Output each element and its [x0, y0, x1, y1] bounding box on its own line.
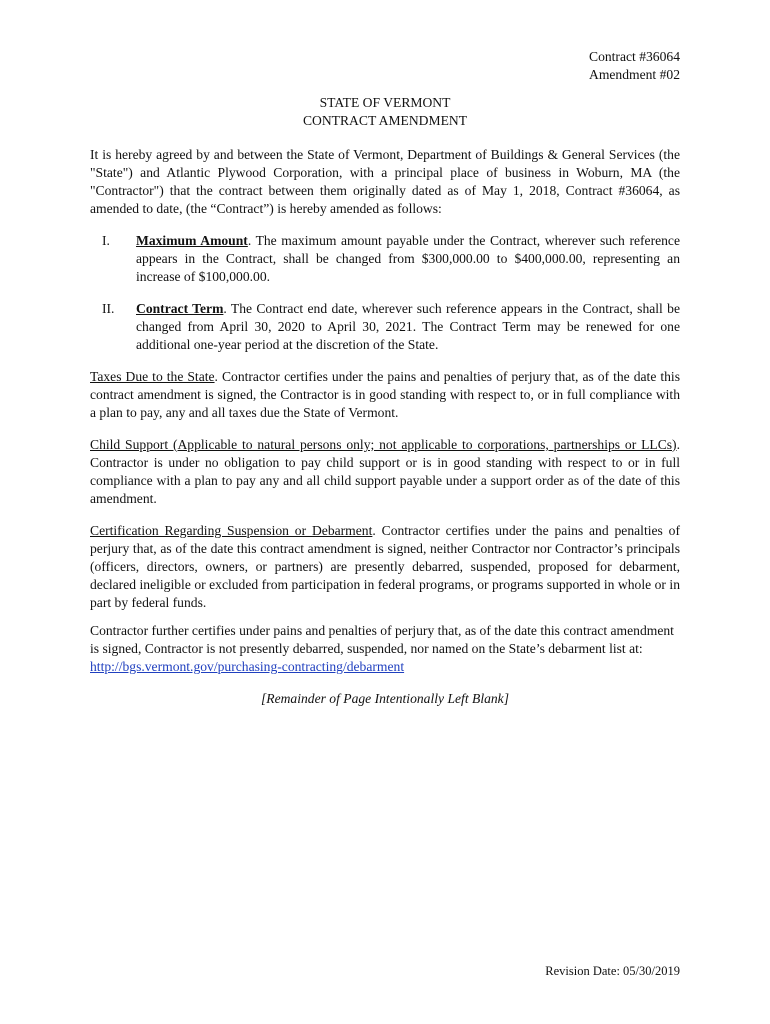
child-support-section	[90, 436, 680, 508]
item-text	[136, 300, 680, 354]
certification-text: . Contractor certifies under the pains and penalties of perjury that, as of the date this contract amendment is signed, neither Contractor nor Contractor’s principals (officers, directors, owners, or partners) are presently debarred, suspended, proposed for debarment, declared ineligible or excluded from participation in federal programs, or programs supported in whole or in part by federal funds.	[90, 523, 680, 610]
remainder-note: [Remainder of Page Intentionally Left Blank]	[260, 691, 510, 706]
item-heading: Contract Term	[136, 301, 224, 316]
amendment-item-1	[90, 232, 680, 286]
item-body: . The maximum amount payable under the Contract, wherever such reference appears in the Contract, shall be changed from $300,000.00 to $400,000.00, representing an increase of $100,000.00.	[136, 233, 680, 284]
item-text	[136, 232, 680, 286]
further-certification-section	[90, 622, 680, 676]
title-amendment: CONTRACT AMENDMENT	[302, 113, 467, 128]
taxes-section	[90, 368, 680, 422]
child-support-text: . Contractor is under no obligation to pay child support or is in good standing with respect to or in full compliance with a plan to pay any and all child support payable under a support order as of the date of this amendment.	[90, 437, 680, 506]
document-body	[90, 146, 680, 708]
intro-paragraph: It is hereby agreed by and between the State of Vermont, Department of Buildings & General Services (the "State") and Atlantic Plywood Corporation, with a principal place of business in Woburn, MA (the "Contractor") that the contract between them originally dated as of May 1, 2018, Contract #36064, as amended to date, (the “Contract”) is hereby amended as follows:	[90, 147, 680, 216]
certification-section	[90, 522, 680, 612]
certification-heading: Certification Regarding Suspension or Debarment	[90, 523, 373, 538]
debarment-list-link[interactable]: http://bgs.vermont.gov/purchasing-contracting/debarment	[90, 659, 405, 674]
title-state: STATE OF VERMONT	[319, 95, 451, 110]
contract-number: Contract #36064	[589, 49, 680, 64]
document-title	[0, 94, 770, 130]
item-heading: Maximum Amount	[136, 233, 248, 248]
amendment-item-2	[90, 300, 680, 354]
amendment-number: Amendment #02	[589, 67, 680, 82]
taxes-text: . Contractor certifies under the pains and penalties of perjury that, as of the date this contract amendment is signed, the Contractor is in good standing with respect to, or in full compliance with a plan to pay, any and all taxes due the State of Vermont.	[90, 369, 680, 420]
item-numeral: II.	[102, 301, 115, 316]
item-body: . The Contract end date, wherever such reference appears in the Contract, shall be changed from April 30, 2020 to April 30, 2021. The Contract Term may be renewed for one additional one-year period at the discretion of the State.	[136, 301, 680, 352]
taxes-heading: Taxes Due to the State	[90, 369, 215, 384]
child-support-heading: Child Support (Applicable to natural persons only; not applicable to corporations, partnerships or LLCs)	[90, 437, 677, 452]
contract-header	[589, 48, 680, 84]
revision-date: Revision Date: 05/30/2019	[545, 964, 680, 978]
item-numeral: I.	[102, 233, 110, 248]
further-text: Contractor further certifies under pains and penalties of perjury that, as of the date this contract amendment is signed, Contractor is not presently debarred, suspended, nor named on the State’s debarment list at:	[90, 623, 674, 656]
